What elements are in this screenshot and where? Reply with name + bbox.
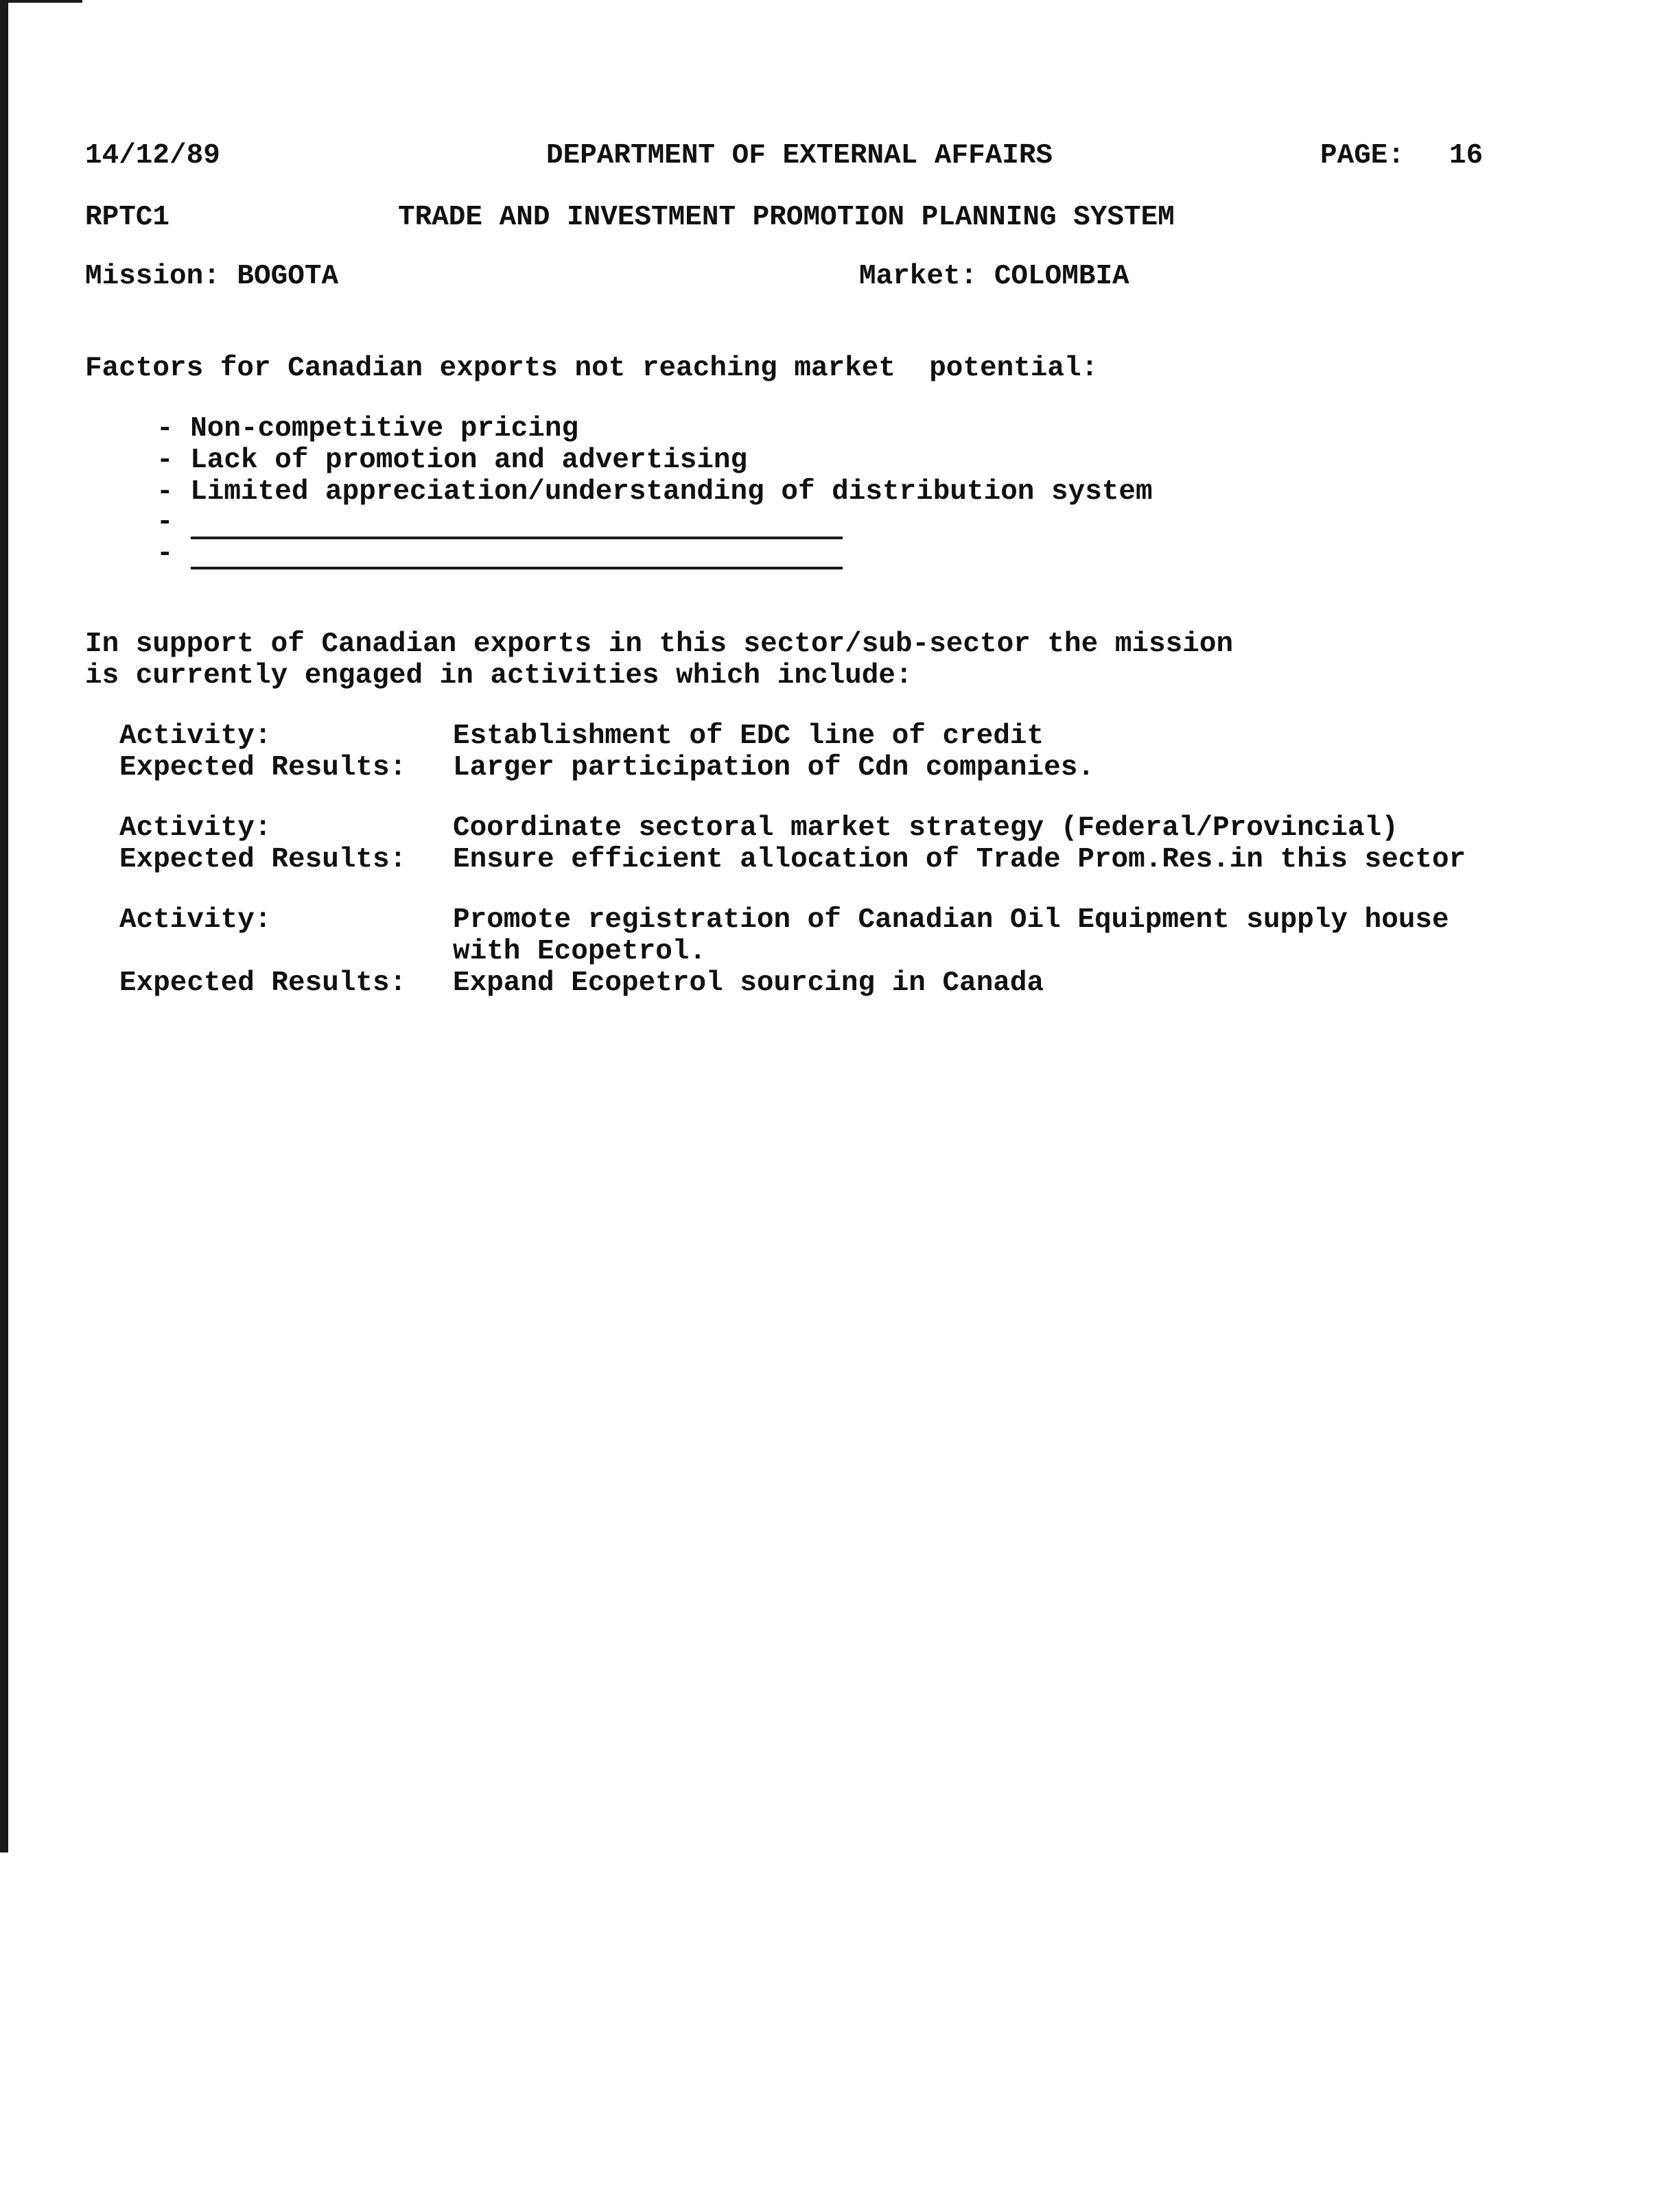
factors-heading: Factors for Canadian exports not reaching market potential: bbox=[85, 353, 1099, 384]
system-title: TRADE AND INVESTMENT PROMOTION PLANNING SYSTEM bbox=[398, 202, 1175, 233]
page-label: PAGE: bbox=[1320, 140, 1405, 172]
activity-label: Activity: bbox=[119, 904, 272, 936]
activity-description: Coordinate sectoral market strategy (Federal/Provincial) bbox=[453, 812, 1398, 844]
blank-factor-line bbox=[191, 567, 843, 569]
expected-results-text: Ensure efficient allocation of Trade Prom.Res.in this sector bbox=[453, 844, 1466, 875]
factor-item: - Limited appreciation/understanding of distribution system bbox=[156, 476, 1153, 508]
mission-field: Mission: BOGOTA bbox=[85, 261, 339, 292]
scan-edge-left bbox=[0, 0, 8, 1852]
department-title: DEPARTMENT OF EXTERNAL AFFAIRS bbox=[546, 140, 1053, 172]
blank-factor-dash: - bbox=[156, 538, 174, 569]
activity-description: Promote registration of Canadian Oil Equipment supply house bbox=[453, 904, 1449, 936]
report-code: RPTC1 bbox=[85, 202, 170, 233]
activity-label: Activity: bbox=[119, 812, 272, 844]
expected-results-text: Expand Ecopetrol sourcing in Canada bbox=[453, 967, 1044, 999]
blank-factor-line bbox=[191, 537, 843, 539]
page-number: 16 bbox=[1449, 140, 1484, 172]
support-intro-line-1: In support of Canadian exports in this sector/sub-sector the mission bbox=[85, 628, 1234, 660]
scan-edge-top bbox=[0, 0, 82, 3]
market-field: Market: COLOMBIA bbox=[859, 261, 1129, 292]
support-intro-line-2: is currently engaged in activities which include: bbox=[85, 660, 913, 692]
expected-results-label: Expected Results: bbox=[119, 844, 407, 875]
expected-results-text: Larger participation of Cdn companies. bbox=[453, 752, 1094, 784]
report-date: 14/12/89 bbox=[85, 140, 220, 172]
activity-label: Activity: bbox=[119, 720, 272, 752]
activity-description-continued: with Ecopetrol. bbox=[453, 936, 707, 967]
support-intro bbox=[85, 628, 1233, 692]
expected-results-label: Expected Results: bbox=[119, 967, 407, 999]
activity-description: Establishment of EDC line of credit bbox=[453, 720, 1044, 752]
blank-factor-dash: - bbox=[156, 506, 174, 538]
factor-item: - Lack of promotion and advertising bbox=[156, 445, 748, 476]
factor-item: - Non-competitive pricing bbox=[156, 413, 579, 445]
expected-results-label: Expected Results: bbox=[119, 752, 407, 784]
